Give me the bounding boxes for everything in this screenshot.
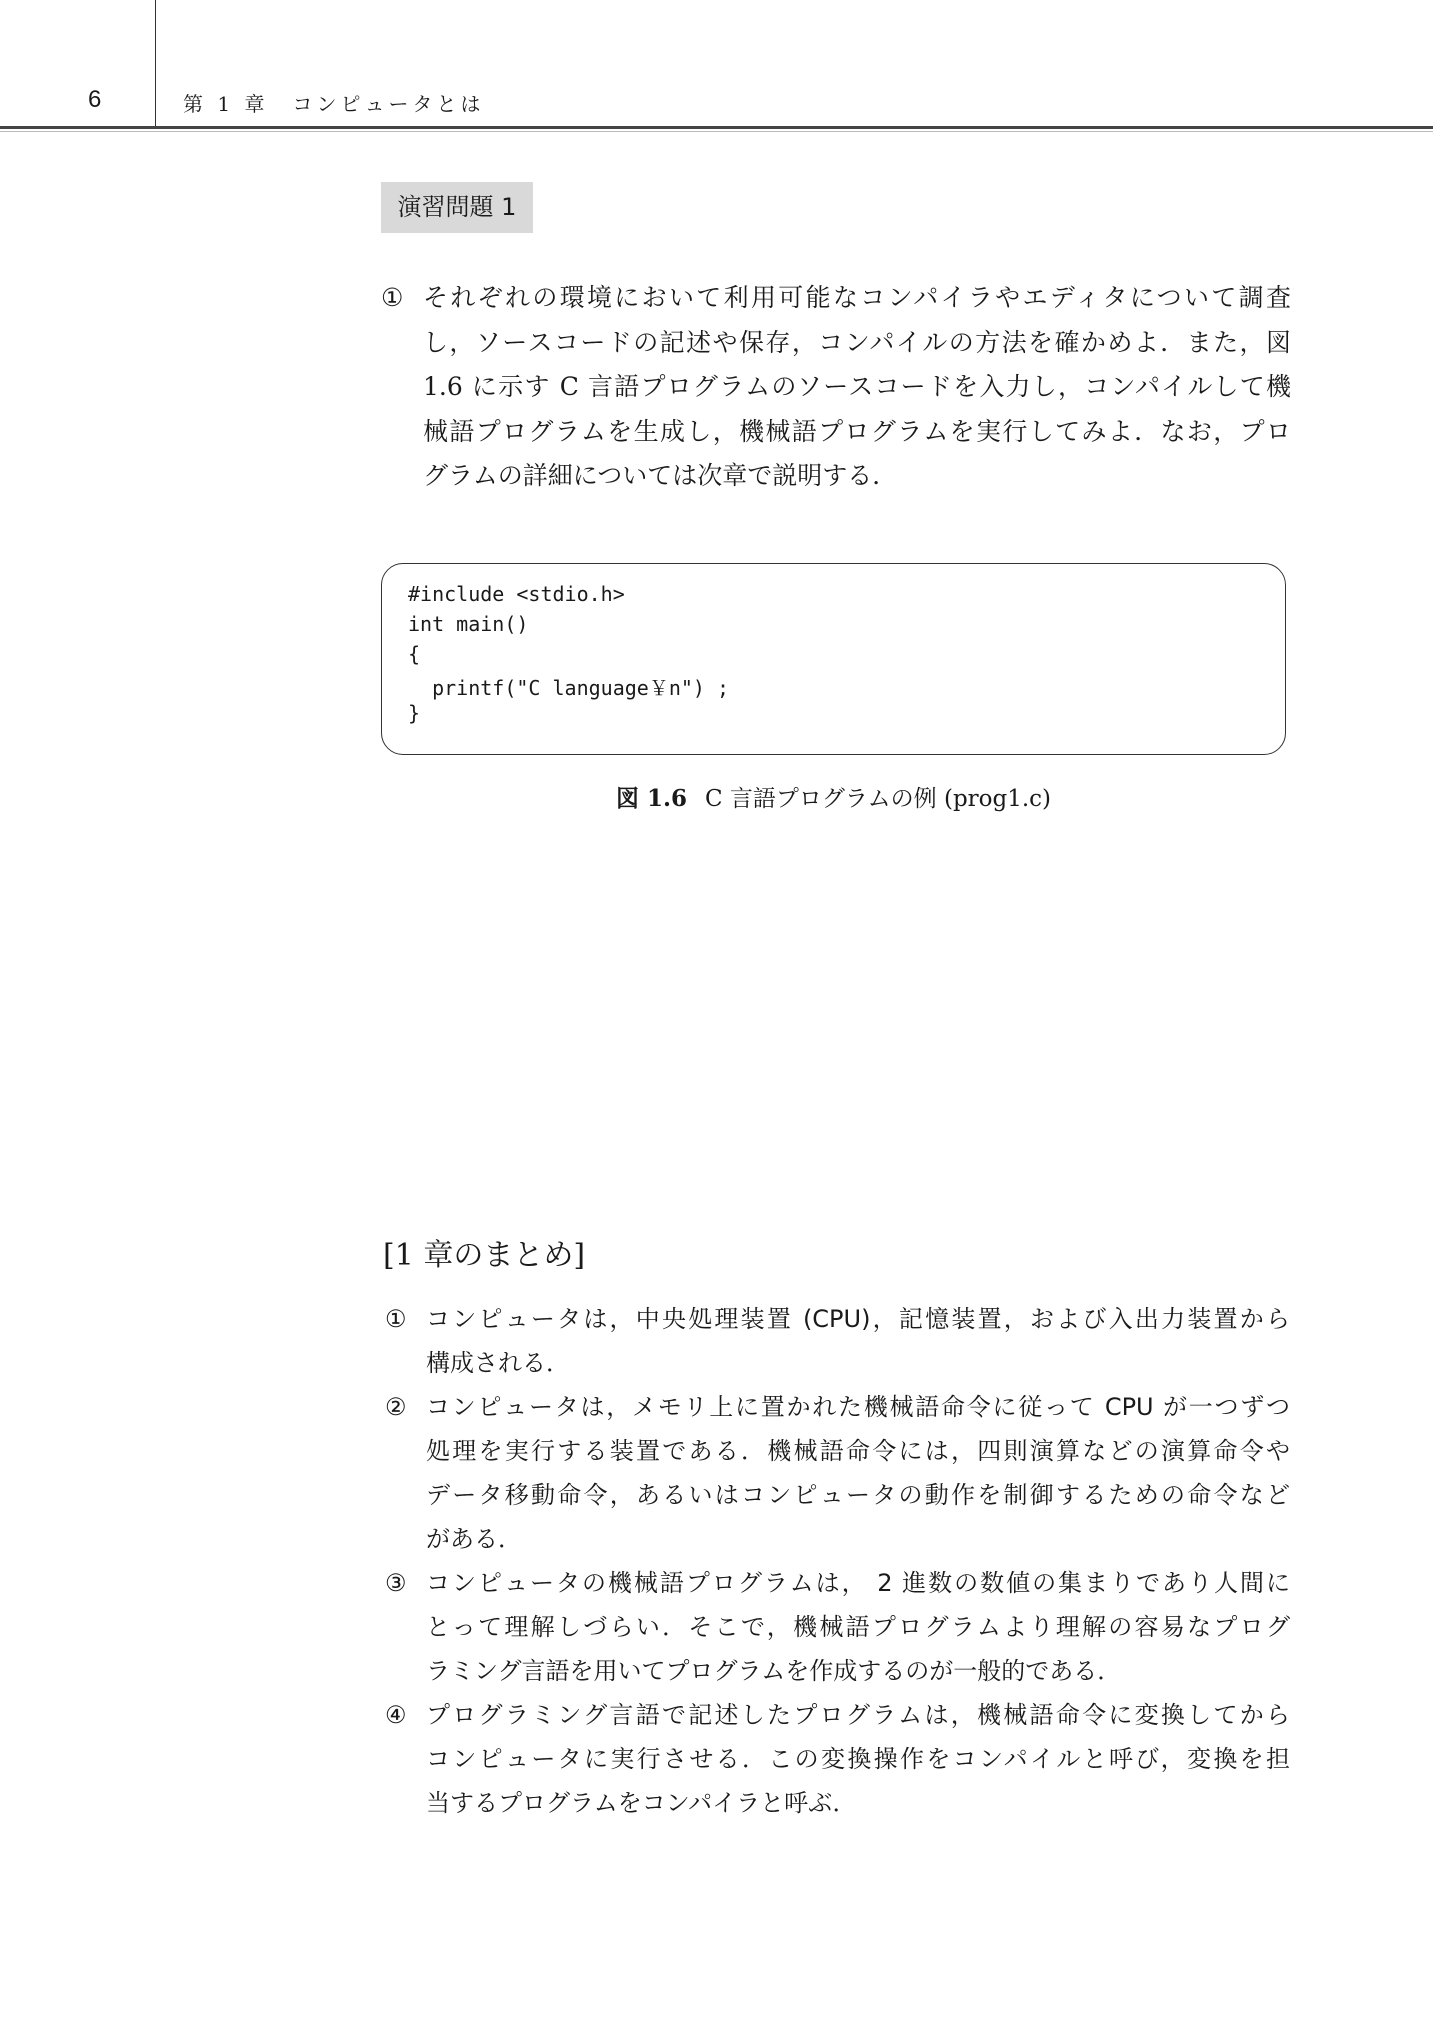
figure-number: 図 1.6	[615, 785, 687, 812]
summary-item	[385, 1693, 1290, 1825]
chapter-title: 第 1 章 コンピュータとは	[183, 92, 485, 116]
summary-line: 構成される．	[426, 1349, 570, 1377]
code-line: printf("C language￥n") ;	[408, 676, 730, 700]
summary-line: ラミング言語を用いてプログラムを作成するのが一般的である．	[426, 1657, 1122, 1685]
summary-item	[385, 1297, 1290, 1385]
code-line: #include <stdio.h>	[408, 582, 625, 606]
code-line: int main()	[408, 612, 529, 636]
exercise-line: 1.6 に示す C 言語プログラムのソースコードを入力し，コンパイルして機	[423, 372, 1291, 401]
exercise-line: それぞれの環境において利用可能なコンパイラやエディタについて調査	[423, 283, 1291, 312]
summary-list	[385, 1297, 1290, 1825]
summary-line: がある．	[426, 1525, 522, 1553]
code-line: }	[408, 701, 421, 725]
summary-item	[385, 1385, 1290, 1561]
exercise-line: し，ソースコードの記述や保存，コンパイルの方法を確かめよ．また，図	[423, 327, 1291, 357]
summary-line: コンピュータは，メモリ上に置かれた機械語命令に従って CPU が一つずつ	[426, 1393, 1290, 1421]
page-number: 6	[88, 86, 102, 113]
summary-heading: [1 章のまとめ]	[383, 1238, 586, 1273]
item-marker: ①	[381, 283, 404, 312]
item-marker: ②	[385, 1393, 407, 1421]
summary-line: データ移動命令，あるいはコンピュータの動作を制御するための命令など	[426, 1481, 1290, 1509]
code-line: {	[408, 642, 421, 666]
item-marker: ③	[385, 1569, 407, 1597]
summary-line: コンピュータの機械語プログラムは， 2 進数の数値の集まりであり人間に	[426, 1569, 1290, 1597]
exercise-line: グラムの詳細については次章で説明する．	[423, 461, 898, 490]
summary-item	[385, 1561, 1290, 1693]
summary-line: 処理を実行する装置である．機械語命令には，四則演算などの演算命令や	[426, 1437, 1290, 1465]
code-listing	[381, 563, 1286, 755]
figure-caption	[381, 780, 1286, 813]
header-divider-vertical	[155, 0, 156, 128]
summary-line: コンピュータは，中央処理装置 (CPU)，記憶装置，および入出力装置から	[426, 1305, 1290, 1333]
item-marker: ④	[385, 1701, 407, 1729]
summary-line: とって理解しづらい．そこで，機械語プログラムより理解の容易なプログ	[426, 1613, 1290, 1641]
summary-line: コンピュータに実行させる．この変換操作をコンパイルと呼び，変換を担	[426, 1745, 1290, 1773]
exercise-text	[381, 276, 1291, 499]
header-rule-shadow	[0, 131, 1433, 132]
exercise-line: 械語プログラムを生成し，機械語プログラムを実行してみよ．なお，プロ	[423, 416, 1291, 446]
item-marker: ①	[385, 1305, 407, 1333]
summary-line: プログラミング言語で記述したプログラムは，機械語命令に変換してから	[426, 1701, 1290, 1729]
header-rule	[0, 126, 1433, 129]
figure-caption-text: C 言語プログラムの例 (prog1.c)	[704, 786, 1052, 812]
exercise-title: 演習問題 1	[381, 182, 533, 233]
summary-line: 当するプログラムをコンパイラと呼ぶ．	[426, 1789, 857, 1817]
